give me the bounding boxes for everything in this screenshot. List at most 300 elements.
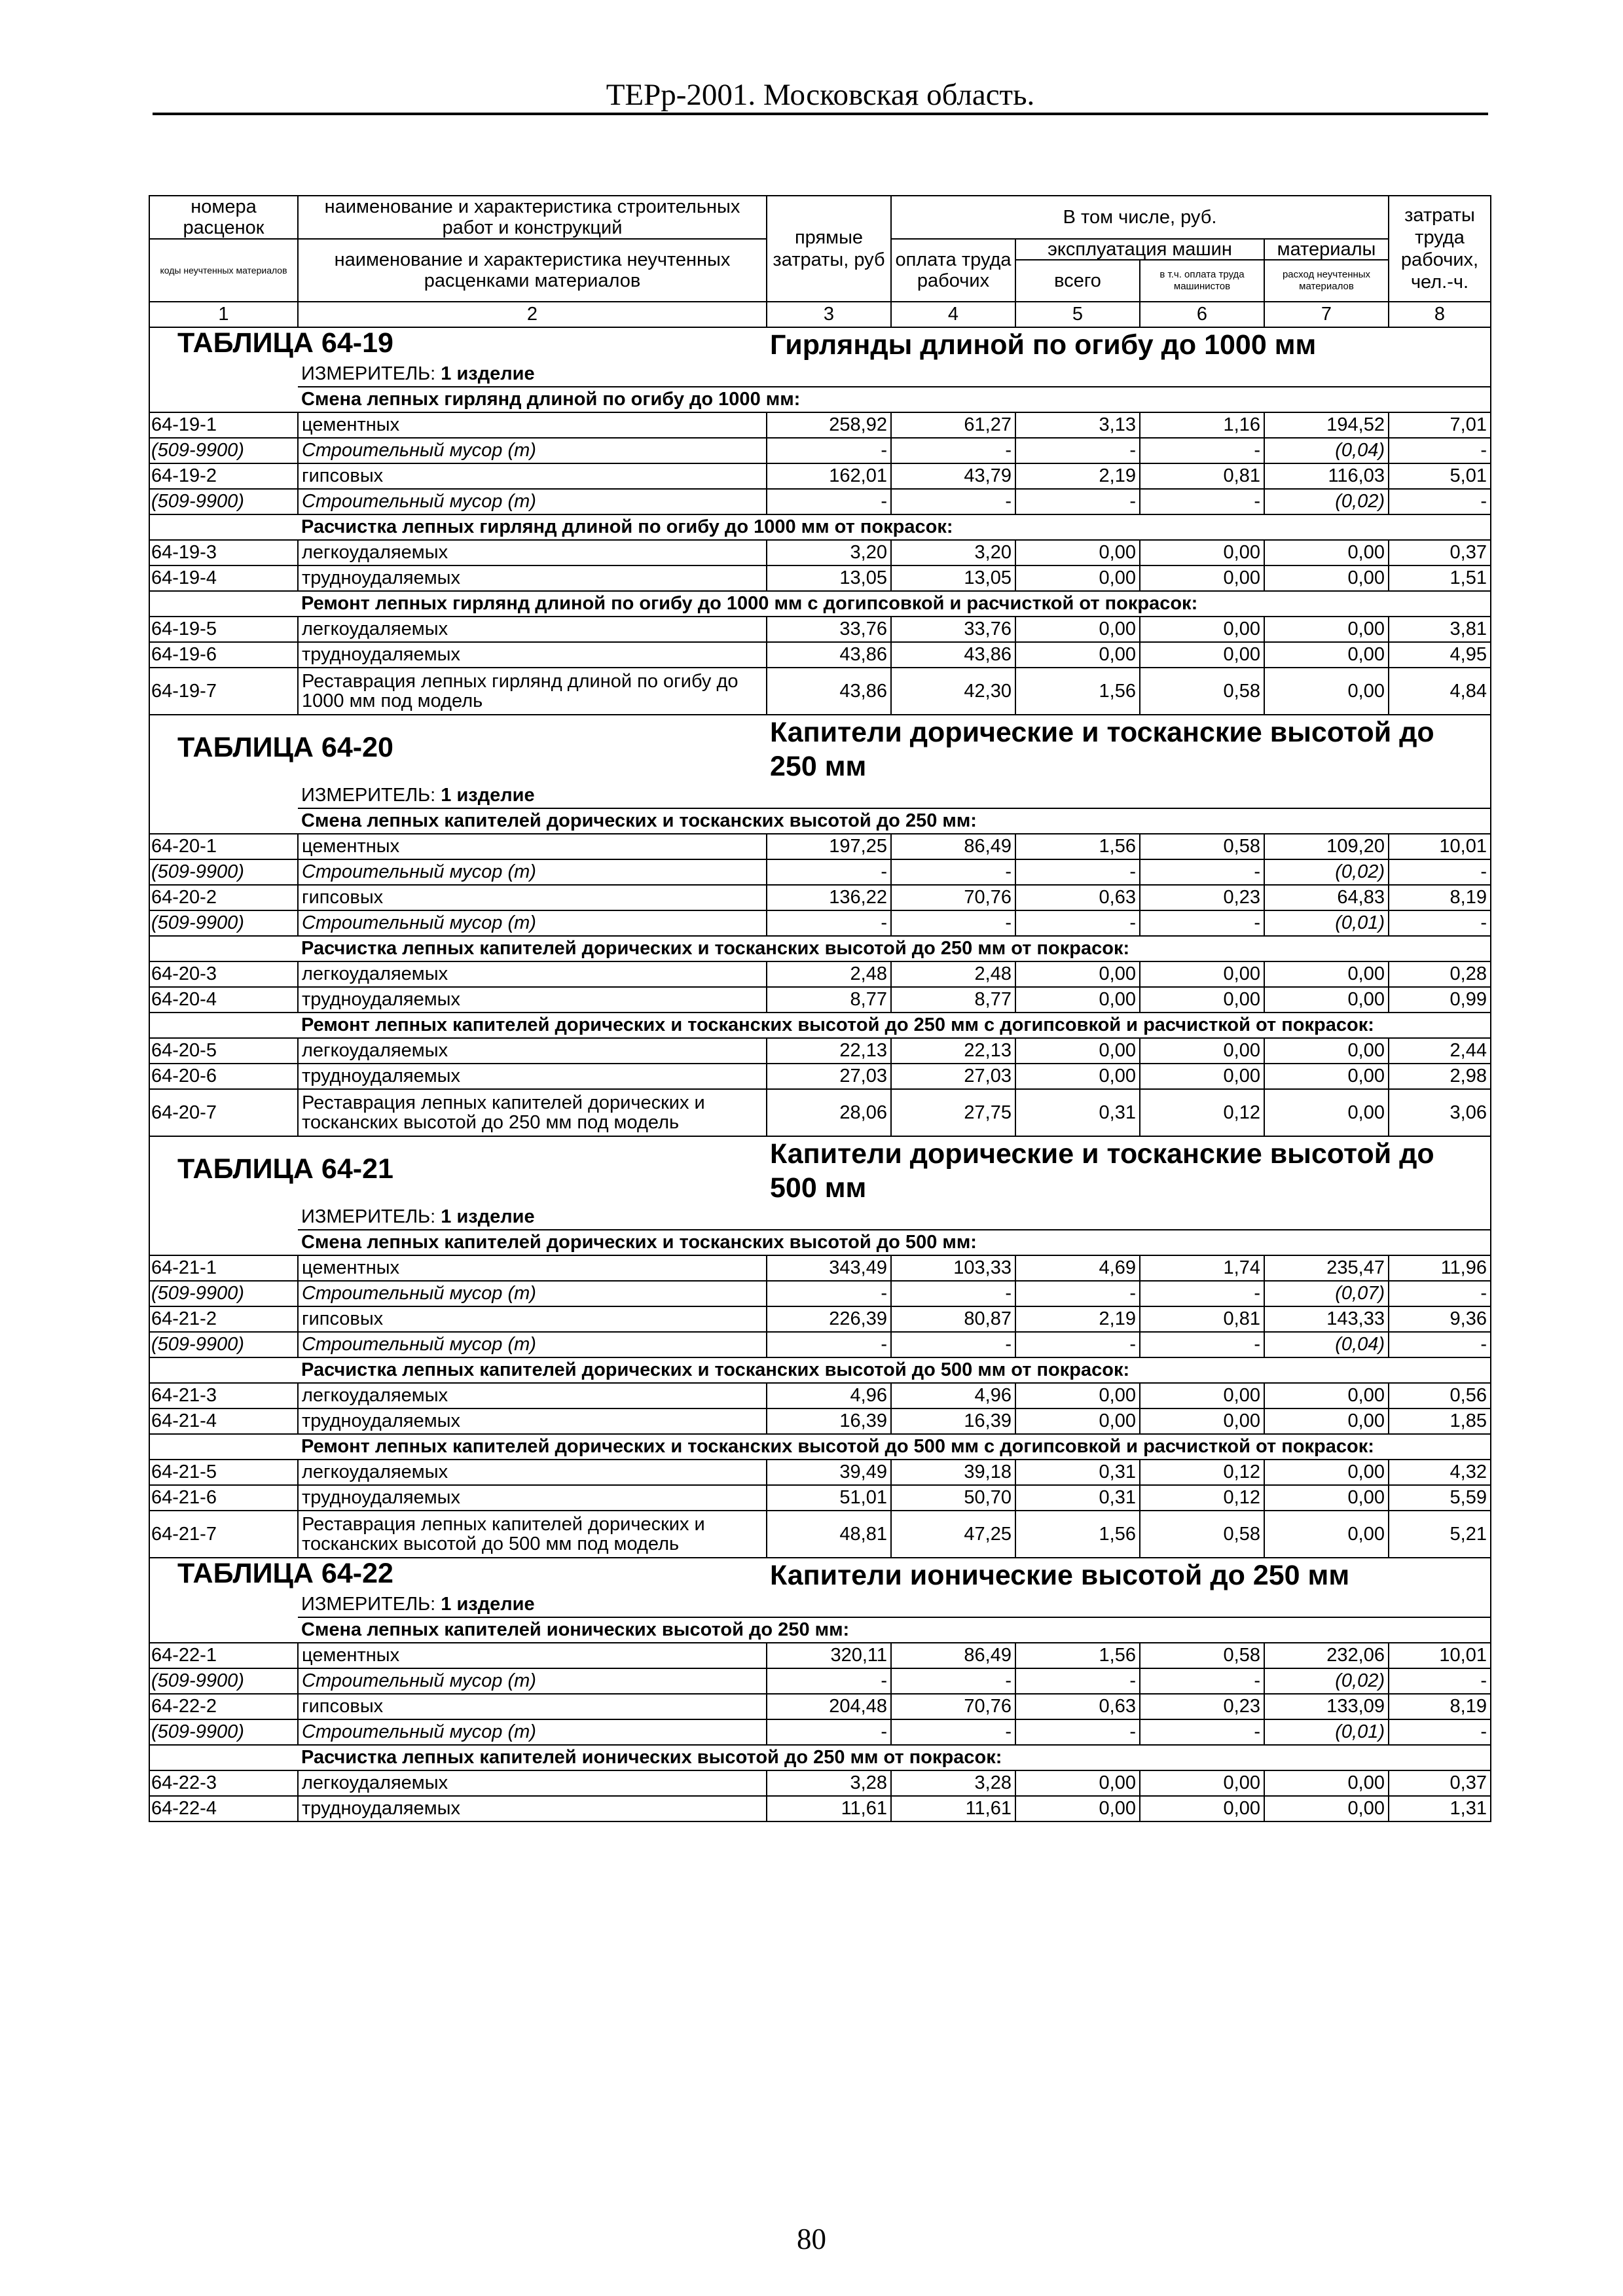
value-cell: 0,31 xyxy=(1015,1089,1140,1136)
value-cell: 0,00 xyxy=(1015,1408,1140,1434)
rate-code: 64-19-4 xyxy=(149,565,298,591)
value-cell: - xyxy=(891,1281,1015,1306)
value-cell: 0,00 xyxy=(1264,1383,1389,1408)
table-title: ТАБЛИЦА 64-22 xyxy=(177,1558,393,1589)
value-cell: 28,06 xyxy=(767,1089,891,1136)
value-cell: (0,02) xyxy=(1264,859,1389,885)
value-cell: 0,00 xyxy=(1015,961,1140,987)
value-cell: 197,25 xyxy=(767,834,891,859)
rate-name: цементных xyxy=(298,834,767,859)
value-cell: 8,19 xyxy=(1389,1694,1491,1719)
table-subtitle: Капители дорические и тосканские высотой до 500 мм xyxy=(767,1136,1491,1205)
section-heading: Расчистка лепных капителей дорических и тосканских высотой до 500 мм от покрасок: xyxy=(298,1357,1491,1383)
rate-name: трудноудаляемых xyxy=(298,1796,767,1821)
value-cell: 0,00 xyxy=(1015,987,1140,1013)
section-heading-row xyxy=(149,1357,1491,1383)
value-cell: 343,49 xyxy=(767,1255,891,1281)
rate-name: Строительный мусор (т) xyxy=(298,910,767,936)
rate-code: 64-21-3 xyxy=(149,1383,298,1408)
value-cell: 16,39 xyxy=(767,1408,891,1434)
measure-row xyxy=(149,362,1491,387)
value-cell: 86,49 xyxy=(891,834,1015,859)
table-row xyxy=(149,463,1491,489)
rate-code: 64-19-1 xyxy=(149,412,298,438)
value-cell: 0,00 xyxy=(1264,1408,1389,1434)
value-cell: 0,81 xyxy=(1140,1306,1264,1332)
table-row xyxy=(149,1694,1491,1719)
section-heading-row xyxy=(149,1617,1491,1643)
col-header-direct-costs: прямые затраты, руб xyxy=(767,196,891,302)
column-number: 7 xyxy=(1264,302,1389,327)
rate-code: 64-20-4 xyxy=(149,987,298,1013)
value-cell: 0,12 xyxy=(1140,1460,1264,1485)
rate-code: 64-20-2 xyxy=(149,885,298,910)
section-heading: Расчистка лепных капителей ионических высотой до 250 мм от покрасок: xyxy=(298,1745,1491,1770)
value-cell: 0,58 xyxy=(1140,1511,1264,1558)
rate-name: трудноудаляемых xyxy=(298,565,767,591)
table-row xyxy=(149,1511,1491,1558)
value-cell: 194,52 xyxy=(1264,412,1389,438)
table-row xyxy=(149,834,1491,859)
value-cell: 0,31 xyxy=(1015,1460,1140,1485)
value-cell: - xyxy=(891,1719,1015,1745)
section-heading: Ремонт лепных гирлянд длиной по огибу до 1000 мм с догипсовкой и расчисткой от покрасок: xyxy=(298,591,1491,617)
table-subtitle: Капители дорические и тосканские высотой до 250 мм xyxy=(767,715,1491,783)
table-row xyxy=(149,540,1491,565)
rate-code: 64-20-5 xyxy=(149,1038,298,1064)
value-cell: 4,95 xyxy=(1389,642,1491,668)
value-cell: 0,00 xyxy=(1264,565,1389,591)
rate-name: Строительный мусор (т) xyxy=(298,1332,767,1357)
section-heading: Ремонт лепных капителей дорических и тосканских высотой до 250 мм с догипсовкой и расчисткой от покрасок: xyxy=(298,1013,1491,1038)
value-cell: 13,05 xyxy=(891,565,1015,591)
value-cell: 109,20 xyxy=(1264,834,1389,859)
rate-name: цементных xyxy=(298,412,767,438)
measure-value: 1 изделие xyxy=(441,363,535,384)
section-heading: Расчистка лепных капителей дорических и тосканских высотой до 250 мм от покрасок: xyxy=(298,936,1491,961)
value-cell: - xyxy=(1389,1668,1491,1694)
value-cell: - xyxy=(891,910,1015,936)
value-cell: 4,32 xyxy=(1389,1460,1491,1485)
value-cell: - xyxy=(1140,1719,1264,1745)
value-cell: 22,13 xyxy=(891,1038,1015,1064)
column-numbers-row xyxy=(149,302,1491,327)
value-cell: 3,28 xyxy=(891,1770,1015,1796)
value-cell: 1,16 xyxy=(1140,412,1264,438)
rate-name: легкоудаляемых xyxy=(298,1383,767,1408)
value-cell: - xyxy=(1015,1281,1140,1306)
value-cell: - xyxy=(767,859,891,885)
table-row xyxy=(149,987,1491,1013)
value-cell: - xyxy=(767,910,891,936)
column-number: 3 xyxy=(767,302,891,327)
value-cell: 1,31 xyxy=(1389,1796,1491,1821)
value-cell: 10,01 xyxy=(1389,1643,1491,1668)
value-cell: 0,00 xyxy=(1264,1064,1389,1089)
table-row xyxy=(149,412,1491,438)
rate-name: трудноудаляемых xyxy=(298,642,767,668)
value-cell: 4,96 xyxy=(891,1383,1015,1408)
rate-code: 64-20-6 xyxy=(149,1064,298,1089)
value-cell: 0,00 xyxy=(1140,1408,1264,1434)
value-cell: 133,09 xyxy=(1264,1694,1389,1719)
value-cell: 61,27 xyxy=(891,412,1015,438)
value-cell: 0,00 xyxy=(1264,617,1389,642)
section-heading: Смена лепных капителей дорических и тосканских высотой до 500 мм: xyxy=(298,1230,1491,1255)
value-cell: 80,87 xyxy=(891,1306,1015,1332)
table-title-row xyxy=(149,1558,1491,1592)
value-cell: 0,00 xyxy=(1015,1383,1140,1408)
value-cell: 3,13 xyxy=(1015,412,1140,438)
value-cell: 0,63 xyxy=(1015,885,1140,910)
rate-name: легкоудаляемых xyxy=(298,961,767,987)
value-cell: (0,02) xyxy=(1264,489,1389,514)
value-cell: 0,00 xyxy=(1140,642,1264,668)
measure-row xyxy=(149,1205,1491,1230)
value-cell: - xyxy=(1015,859,1140,885)
table-row xyxy=(149,1383,1491,1408)
rate-code: 64-19-3 xyxy=(149,540,298,565)
table-row xyxy=(149,1408,1491,1434)
value-cell: 0,00 xyxy=(1264,1089,1389,1136)
value-cell: 0,00 xyxy=(1015,642,1140,668)
col-header-works: наименование и характеристика строительных работ и конструкций xyxy=(298,196,767,239)
value-cell: 0,28 xyxy=(1389,961,1491,987)
value-cell: 11,96 xyxy=(1389,1255,1491,1281)
value-cell: 0,00 xyxy=(1264,1770,1389,1796)
material-row xyxy=(149,489,1491,514)
value-cell: (0,04) xyxy=(1264,438,1389,463)
measure-value: 1 изделие xyxy=(441,1594,535,1615)
table-row xyxy=(149,1064,1491,1089)
value-cell: - xyxy=(1140,438,1264,463)
value-cell: 5,21 xyxy=(1389,1511,1491,1558)
value-cell: 4,84 xyxy=(1389,668,1491,715)
value-cell: 51,01 xyxy=(767,1485,891,1511)
value-cell: 0,37 xyxy=(1389,1770,1491,1796)
rate-name: гипсовых xyxy=(298,1694,767,1719)
rate-name: Реставрация лепных капителей дорических и тосканских высотой до 250 мм под модель xyxy=(298,1089,767,1136)
value-cell: - xyxy=(1389,438,1491,463)
rate-name: легкоудаляемых xyxy=(298,1770,767,1796)
value-cell: 232,06 xyxy=(1264,1643,1389,1668)
value-cell: 43,79 xyxy=(891,463,1015,489)
value-cell: 3,20 xyxy=(767,540,891,565)
rate-code: 64-22-2 xyxy=(149,1694,298,1719)
value-cell: 27,03 xyxy=(767,1064,891,1089)
value-cell: 3,81 xyxy=(1389,617,1491,642)
value-cell: 235,47 xyxy=(1264,1255,1389,1281)
value-cell: 0,12 xyxy=(1140,1485,1264,1511)
value-cell: - xyxy=(1140,489,1264,514)
value-cell: 103,33 xyxy=(891,1255,1015,1281)
rate-name: трудноудаляемых xyxy=(298,1064,767,1089)
value-cell: 8,77 xyxy=(891,987,1015,1013)
value-cell: 48,81 xyxy=(767,1511,891,1558)
value-cell: 42,30 xyxy=(891,668,1015,715)
value-cell: 70,76 xyxy=(891,1694,1015,1719)
value-cell: 1,56 xyxy=(1015,834,1140,859)
rate-name: гипсовых xyxy=(298,885,767,910)
col-header-materials: материалы xyxy=(1264,239,1389,260)
value-cell: - xyxy=(1389,489,1491,514)
value-cell: - xyxy=(891,1668,1015,1694)
value-cell: 16,39 xyxy=(891,1408,1015,1434)
rate-name: гипсовых xyxy=(298,463,767,489)
table-row xyxy=(149,1485,1491,1511)
table-row xyxy=(149,642,1491,668)
value-cell: 1,56 xyxy=(1015,1643,1140,1668)
value-cell: 43,86 xyxy=(767,668,891,715)
section-heading-row xyxy=(149,591,1491,617)
value-cell: (0,02) xyxy=(1264,1668,1389,1694)
value-cell: 1,74 xyxy=(1140,1255,1264,1281)
rate-code: 64-22-4 xyxy=(149,1796,298,1821)
value-cell: 2,98 xyxy=(1389,1064,1491,1089)
value-cell: - xyxy=(1140,859,1264,885)
value-cell: - xyxy=(1140,910,1264,936)
rate-name: цементных xyxy=(298,1255,767,1281)
value-cell: 9,36 xyxy=(1389,1306,1491,1332)
rate-name: Реставрация лепных капителей дорических и тосканских высотой до 500 мм под модель xyxy=(298,1511,767,1558)
value-cell: - xyxy=(1389,910,1491,936)
table-row xyxy=(149,617,1491,642)
rate-code: 64-19-6 xyxy=(149,642,298,668)
material-row xyxy=(149,910,1491,936)
col-header-labor: затраты труда рабочих, чел.-ч. xyxy=(1389,196,1491,302)
column-number: 2 xyxy=(298,302,767,327)
value-cell: 0,23 xyxy=(1140,1694,1264,1719)
rate-name: трудноудаляемых xyxy=(298,1408,767,1434)
value-cell: 0,00 xyxy=(1264,540,1389,565)
page-number: 80 xyxy=(797,2223,826,2255)
section-heading-row xyxy=(149,808,1491,834)
value-cell: 86,49 xyxy=(891,1643,1015,1668)
material-row xyxy=(149,1281,1491,1306)
section-heading-row xyxy=(149,1230,1491,1255)
col-header-machines-total: всего xyxy=(1015,260,1140,302)
col-header-codes: номера расценок xyxy=(149,196,298,239)
rate-code: 64-19-7 xyxy=(149,668,298,715)
value-cell: 43,86 xyxy=(891,642,1015,668)
value-cell: 11,61 xyxy=(767,1796,891,1821)
rate-code: (509-9900) xyxy=(149,910,298,936)
value-cell: 0,63 xyxy=(1015,1694,1140,1719)
value-cell: 0,00 xyxy=(1015,1064,1140,1089)
column-number: 4 xyxy=(891,302,1015,327)
value-cell: 8,77 xyxy=(767,987,891,1013)
value-cell: 0,00 xyxy=(1140,987,1264,1013)
page-header-title: ТЕРр-2001. Московская область. xyxy=(153,77,1488,115)
value-cell: 3,28 xyxy=(767,1770,891,1796)
table-row xyxy=(149,1796,1491,1821)
price-table xyxy=(149,195,1491,1822)
value-cell: 136,22 xyxy=(767,885,891,910)
value-cell: 2,48 xyxy=(891,961,1015,987)
value-cell: - xyxy=(1015,489,1140,514)
section-heading-row xyxy=(149,1013,1491,1038)
value-cell: 226,39 xyxy=(767,1306,891,1332)
rate-code: 64-21-4 xyxy=(149,1408,298,1434)
rate-code: (509-9900) xyxy=(149,438,298,463)
rate-name: легкоудаляемых xyxy=(298,1038,767,1064)
rate-code: 64-19-2 xyxy=(149,463,298,489)
measure-row xyxy=(149,783,1491,808)
value-cell: - xyxy=(1389,1332,1491,1357)
col-header-materials-consumption: расход неучтенных материалов xyxy=(1264,260,1389,302)
value-cell: 0,00 xyxy=(1015,540,1140,565)
rate-name: Строительный мусор (т) xyxy=(298,1719,767,1745)
measure-label: ИЗМЕРИТЕЛЬ: xyxy=(301,1594,436,1615)
value-cell: 39,18 xyxy=(891,1460,1015,1485)
column-number: 8 xyxy=(1389,302,1491,327)
column-number: 5 xyxy=(1015,302,1140,327)
value-cell: 0,00 xyxy=(1015,565,1140,591)
col-header-machinist-wages: в т.ч. оплата труда машинистов xyxy=(1140,260,1264,302)
rate-code: (509-9900) xyxy=(149,1332,298,1357)
rate-code: 64-21-7 xyxy=(149,1511,298,1558)
table-row xyxy=(149,885,1491,910)
col-header-material-codes: коды неучтенных материалов xyxy=(149,239,298,302)
value-cell: 1,56 xyxy=(1015,668,1140,715)
rate-name: трудноудаляемых xyxy=(298,987,767,1013)
value-cell: - xyxy=(891,1332,1015,1357)
value-cell: 1,56 xyxy=(1015,1511,1140,1558)
value-cell: 0,00 xyxy=(1264,987,1389,1013)
value-cell: 0,00 xyxy=(1140,565,1264,591)
value-cell: 0,00 xyxy=(1140,617,1264,642)
section-heading: Смена лепных капителей ионических высотой до 250 мм: xyxy=(298,1617,1491,1643)
value-cell: 0,00 xyxy=(1264,642,1389,668)
table-row xyxy=(149,1306,1491,1332)
table-title: ТАБЛИЦА 64-20 xyxy=(177,732,393,763)
value-cell: - xyxy=(891,438,1015,463)
material-row xyxy=(149,1668,1491,1694)
value-cell: - xyxy=(1015,1332,1140,1357)
col-header-materials-desc: наименование и характеристика неучтенных расценками материалов xyxy=(298,239,767,302)
table-row xyxy=(149,1255,1491,1281)
table-row xyxy=(149,1643,1491,1668)
rate-code: (509-9900) xyxy=(149,489,298,514)
rate-name: трудноудаляемых xyxy=(298,1485,767,1511)
section-heading: Ремонт лепных капителей дорических и тосканских высотой до 500 мм с догипсовкой и расчисткой от покрасок: xyxy=(298,1434,1491,1460)
rate-code: 64-21-5 xyxy=(149,1460,298,1485)
value-cell: 27,03 xyxy=(891,1064,1015,1089)
rate-name: Реставрация лепных гирлянд длиной по огибу до 1000 мм под модель xyxy=(298,668,767,715)
rate-code: 64-20-7 xyxy=(149,1089,298,1136)
value-cell: 47,25 xyxy=(891,1511,1015,1558)
col-header-wages: оплата труда рабочих xyxy=(891,239,1015,302)
value-cell: - xyxy=(767,438,891,463)
table-title-row xyxy=(149,715,1491,783)
value-cell: 0,00 xyxy=(1140,1038,1264,1064)
value-cell: - xyxy=(1389,1281,1491,1306)
column-number: 1 xyxy=(149,302,298,327)
value-cell: 0,99 xyxy=(1389,987,1491,1013)
value-cell: - xyxy=(1140,1332,1264,1357)
value-cell: (0,04) xyxy=(1264,1332,1389,1357)
col-header-machines: эксплуатация машин xyxy=(1015,239,1264,260)
value-cell: 11,61 xyxy=(891,1796,1015,1821)
rate-name: легкоудаляемых xyxy=(298,540,767,565)
section-heading-row xyxy=(149,514,1491,540)
value-cell: 0,23 xyxy=(1140,885,1264,910)
rate-code: 64-20-3 xyxy=(149,961,298,987)
value-cell: 0,58 xyxy=(1140,1643,1264,1668)
value-cell: - xyxy=(1015,438,1140,463)
rate-name: Строительный мусор (т) xyxy=(298,489,767,514)
measure-label: ИЗМЕРИТЕЛЬ: xyxy=(301,1206,436,1227)
measure-value: 1 изделие xyxy=(441,1206,535,1227)
measure-value: 1 изделие xyxy=(441,785,535,806)
value-cell: 2,19 xyxy=(1015,463,1140,489)
value-cell: 0,00 xyxy=(1140,1064,1264,1089)
value-cell: 320,11 xyxy=(767,1643,891,1668)
section-heading: Расчистка лепных гирлянд длиной по огибу до 1000 мм от покрасок: xyxy=(298,514,1491,540)
rate-name: легкоудаляемых xyxy=(298,1460,767,1485)
table-title-row xyxy=(149,327,1491,362)
section-heading-row xyxy=(149,1745,1491,1770)
value-cell: 143,33 xyxy=(1264,1306,1389,1332)
rate-code: (509-9900) xyxy=(149,1719,298,1745)
value-cell: 0,00 xyxy=(1015,1770,1140,1796)
value-cell: 39,49 xyxy=(767,1460,891,1485)
material-row xyxy=(149,438,1491,463)
value-cell: 0,12 xyxy=(1140,1089,1264,1136)
value-cell: (0,01) xyxy=(1264,910,1389,936)
table-row xyxy=(149,1089,1491,1136)
value-cell: 0,31 xyxy=(1015,1485,1140,1511)
table-subtitle: Капители ионические высотой до 250 мм xyxy=(767,1558,1491,1592)
table-title: ТАБЛИЦА 64-21 xyxy=(177,1153,393,1185)
table-row xyxy=(149,1460,1491,1485)
value-cell: 2,44 xyxy=(1389,1038,1491,1064)
value-cell: - xyxy=(767,1719,891,1745)
value-cell: - xyxy=(1389,1719,1491,1745)
value-cell: 1,85 xyxy=(1389,1408,1491,1434)
rate-code: (509-9900) xyxy=(149,1668,298,1694)
value-cell: 162,01 xyxy=(767,463,891,489)
value-cell: 0,00 xyxy=(1015,1796,1140,1821)
value-cell: 2,48 xyxy=(767,961,891,987)
rate-code: 64-22-3 xyxy=(149,1770,298,1796)
rate-code: 64-21-2 xyxy=(149,1306,298,1332)
value-cell: 33,76 xyxy=(891,617,1015,642)
section-heading-row xyxy=(149,387,1491,412)
value-cell: 0,00 xyxy=(1140,961,1264,987)
value-cell: 33,76 xyxy=(767,617,891,642)
value-cell: 0,00 xyxy=(1264,668,1389,715)
value-cell: 0,00 xyxy=(1140,1796,1264,1821)
value-cell: - xyxy=(1140,1281,1264,1306)
value-cell: - xyxy=(1389,859,1491,885)
value-cell: 204,48 xyxy=(767,1694,891,1719)
table-subtitle: Гирлянды длиной по огибу до 1000 мм xyxy=(767,327,1491,362)
rate-code: 64-20-1 xyxy=(149,834,298,859)
rate-code: 64-21-6 xyxy=(149,1485,298,1511)
table-row xyxy=(149,961,1491,987)
rate-name: гипсовых xyxy=(298,1306,767,1332)
value-cell: 0,00 xyxy=(1264,1038,1389,1064)
material-row xyxy=(149,859,1491,885)
value-cell: 0,00 xyxy=(1264,1796,1389,1821)
rate-code: 64-22-1 xyxy=(149,1643,298,1668)
section-heading-row xyxy=(149,936,1491,961)
value-cell: - xyxy=(891,489,1015,514)
value-cell: 8,19 xyxy=(1389,885,1491,910)
value-cell: 0,00 xyxy=(1140,1770,1264,1796)
value-cell: 10,01 xyxy=(1389,834,1491,859)
